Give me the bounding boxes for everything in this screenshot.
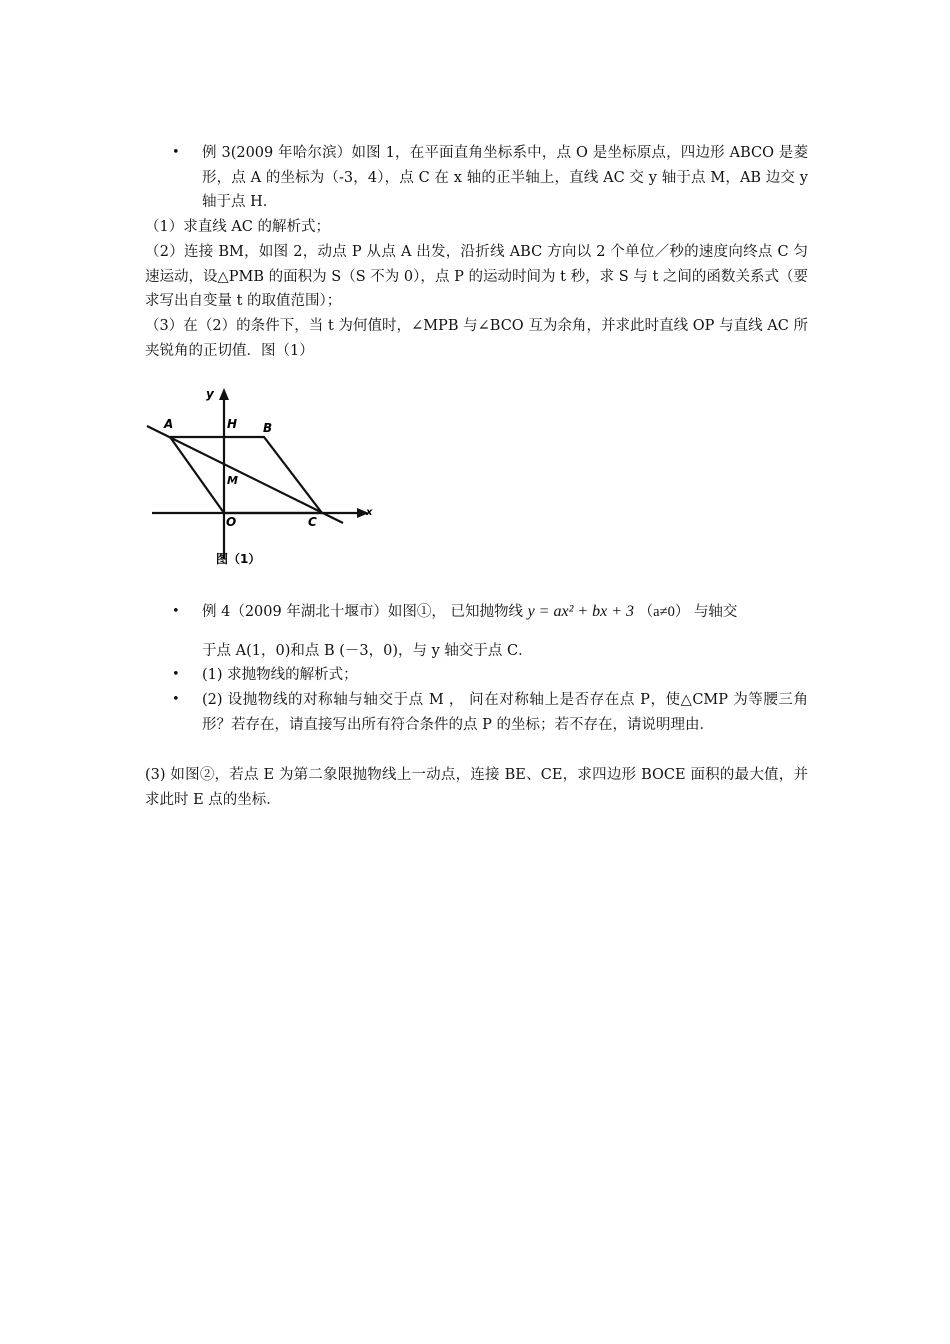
example3-question-3: （3）在（2）的条件下，当 t 为何值时，∠MPB 与∠BCO 互为余角，并求此时直线 OP 与直线 AC 所夹锐角的正切值．图（1） [145, 318, 808, 359]
label-h: H [227, 417, 238, 431]
label-b: B [263, 421, 273, 435]
label-y: y [206, 387, 214, 401]
y-axis-arrow [219, 388, 229, 400]
figure-1-diagram [140, 380, 390, 570]
list-bullet: • [172, 667, 180, 682]
example4-question-3: (3) 如图②，若点 E 为第二象限抛物线上一动点，连接 BE、CE，求四边形 BOCE 面积的最大值，并求此时 E 点的坐标． [145, 767, 808, 808]
label-a: A [164, 417, 174, 431]
example4-question-1: (1) 求抛物线的解析式； [202, 667, 358, 683]
example4-intro-suffix: 与轴交 [693, 604, 738, 620]
example3-statement: 例 3(2009 年哈尔滨）如图 1，在平面直角坐标系中，点 O 是坐标原点，四边形 ABCO 是菱形，点 A 的坐标为（-3，4），点 C 在 x 轴的正半轴上，直线 AC 交 y 轴于点 M，AB 边交 y 轴于点 H． [202, 145, 808, 210]
label-m: M [227, 474, 238, 487]
example3-question-2: （2）连接 BM，如图 2，动点 P 从点 A 出发，沿折线 ABC 方向以 2 个单位／秒的速度向终点 C 匀速运动，设△PMB 的面积为 S（S 不为 0），点 P 的运动时间为 t 秒，求 S 与 t 之间的函数关系式（要求写出自变量 t 的取值范围）； [145, 244, 808, 309]
example4-intro: 例 4（2009 年湖北十堰市）如图①， 已知抛物线 [202, 604, 523, 620]
list-bullet: • [172, 604, 180, 619]
example3-question-1: （1）求直线 AC 的解析式； [145, 219, 331, 235]
example4-statement-line-1 [202, 600, 808, 625]
label-c: C [308, 515, 317, 529]
line-ac [147, 426, 343, 523]
figure-caption: 图（1） [216, 552, 261, 566]
label-o: O [226, 515, 237, 529]
example4-statement-line-2: 于点 A(1，0)和点 B (－3，0)，与 y 轴交于点 C． [202, 643, 533, 659]
parabola-condition: （a≠0） [638, 604, 690, 620]
list-bullet: • [172, 145, 180, 160]
list-bullet: • [172, 692, 180, 707]
example4-question-2: (2) 设抛物线的对称轴与轴交于点 M ， 问在对称轴上是否存在点 P，使△CMP 为等腰三角形？若存在，请直接写出所有符合条件的点 P 的坐标；若不存在，请说明理由． [202, 692, 808, 733]
label-x: x [366, 507, 373, 518]
parabola-equation: y = ax² + bx + 3 [527, 603, 635, 620]
